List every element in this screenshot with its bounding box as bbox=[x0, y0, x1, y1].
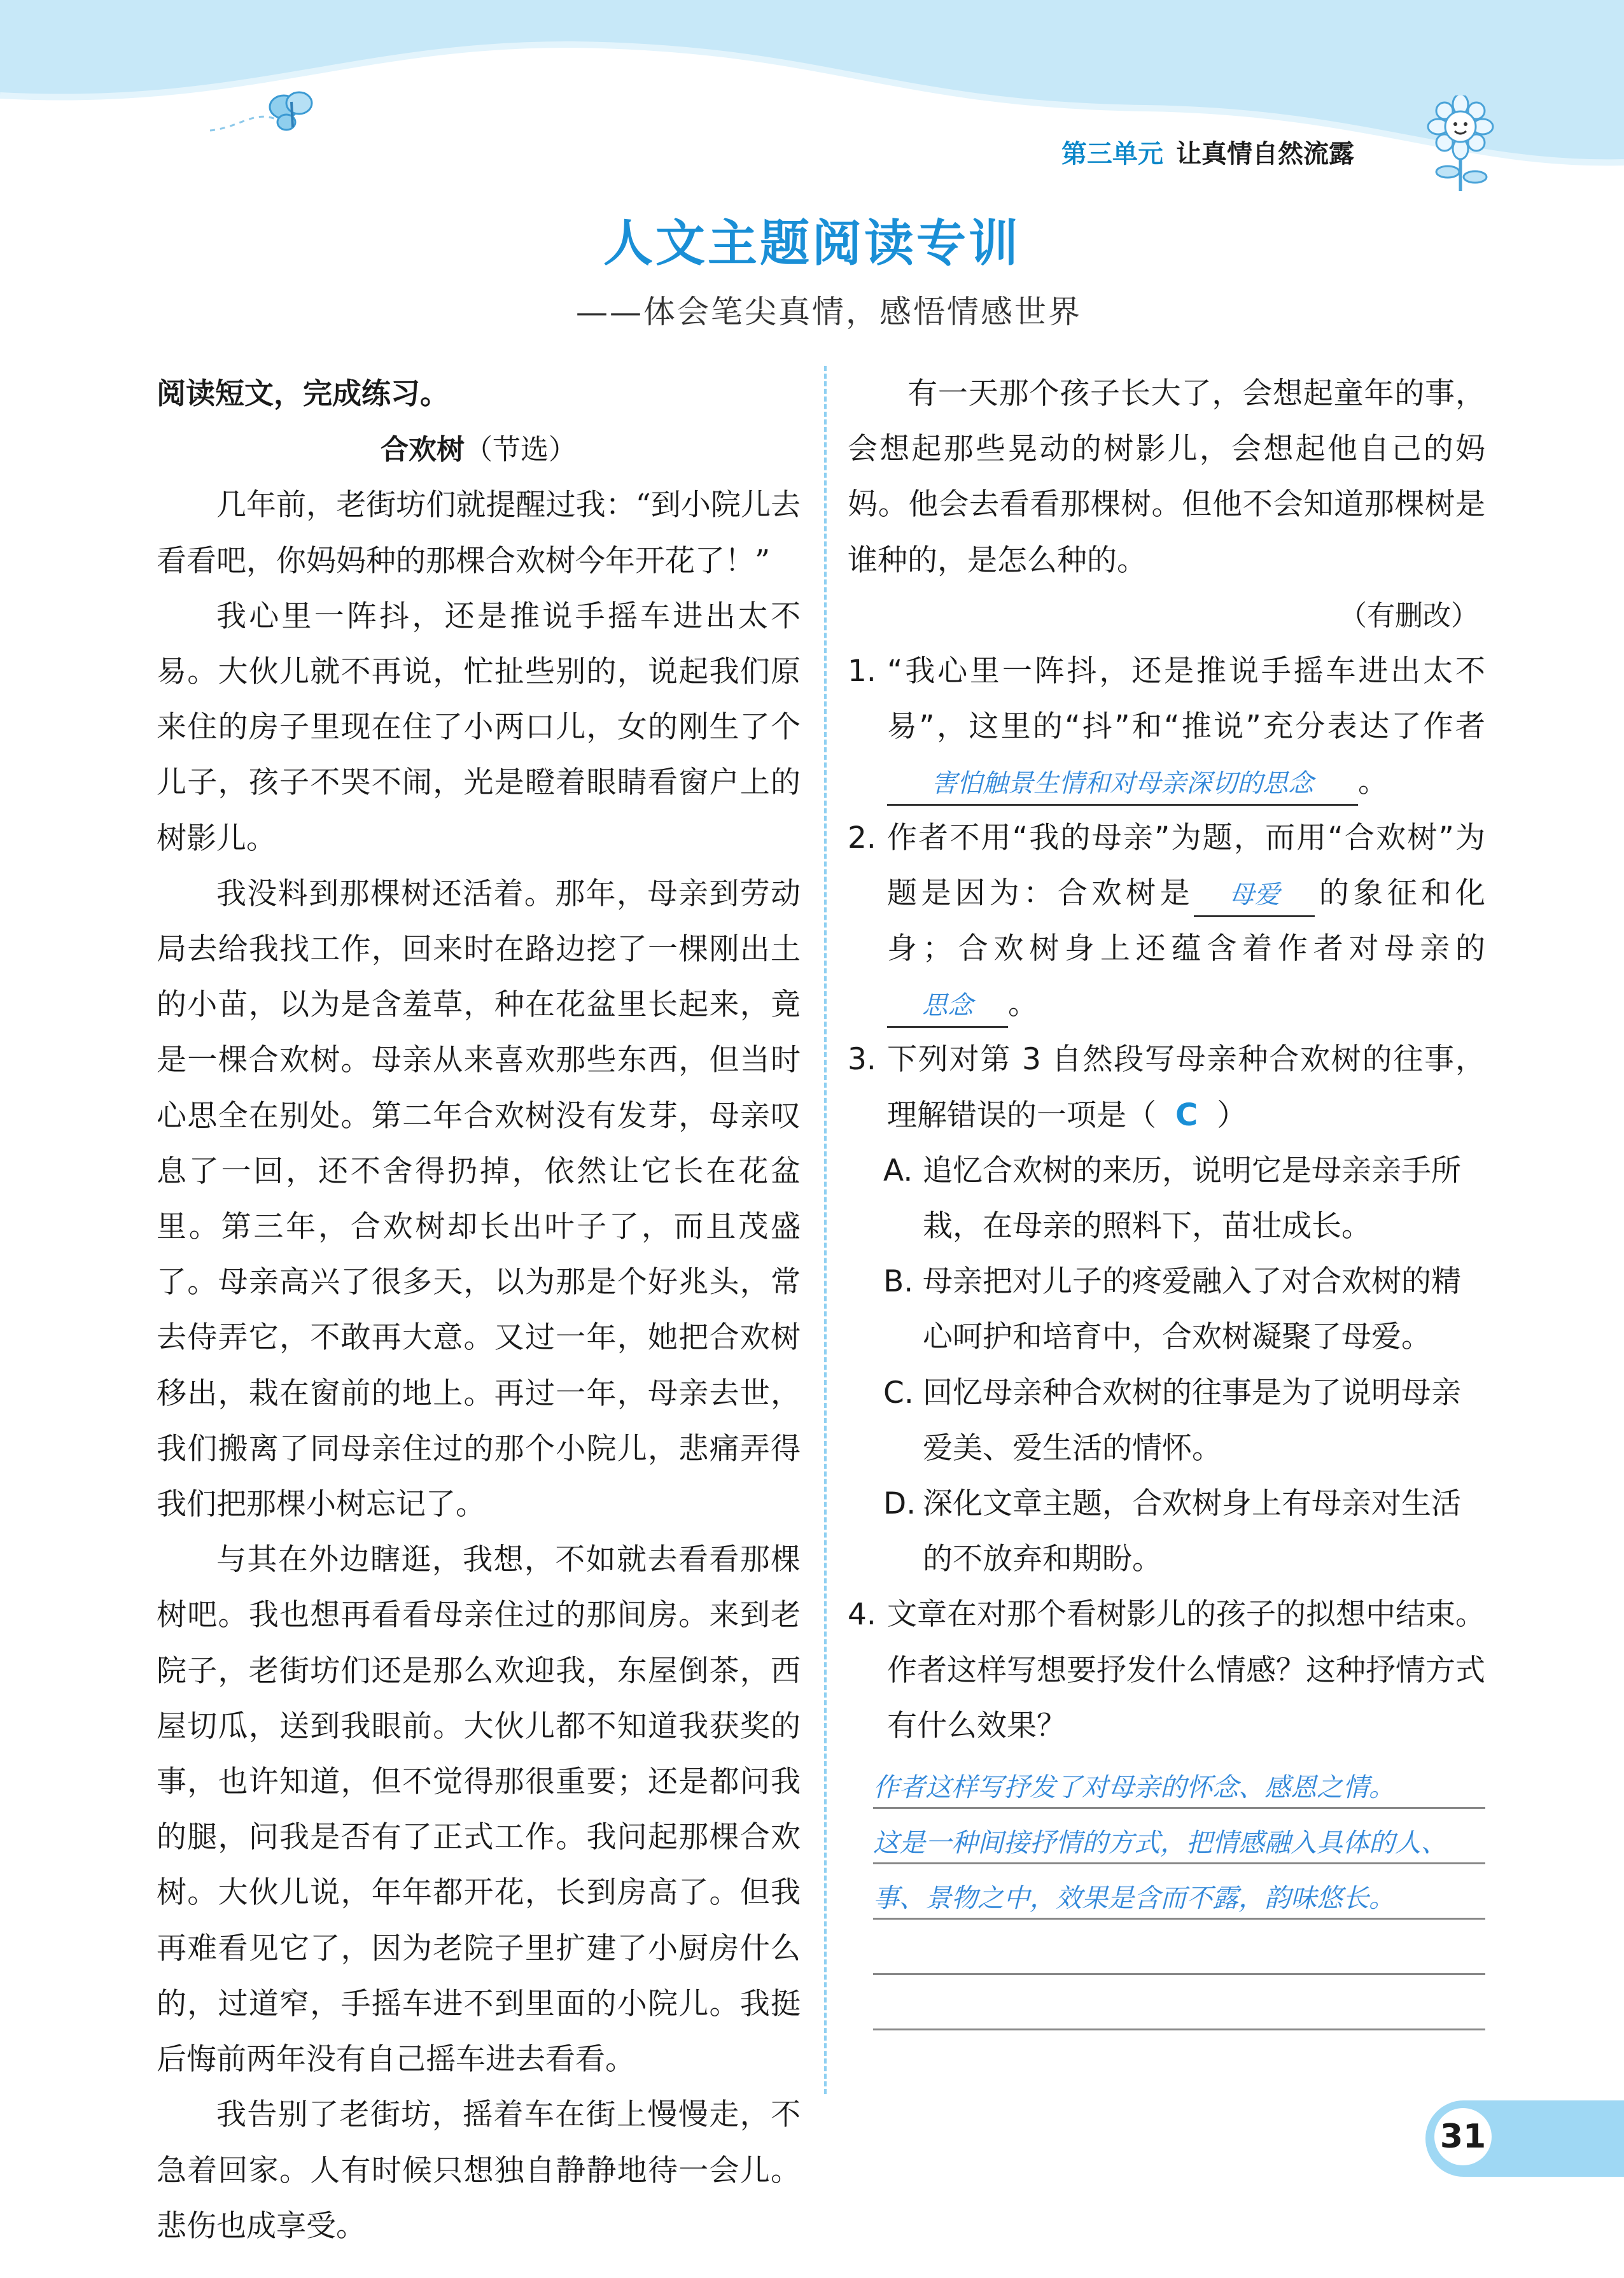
article-title bbox=[157, 421, 801, 477]
answer-area[interactable] bbox=[848, 1754, 1485, 2030]
answer-line[interactable] bbox=[873, 1975, 1485, 2030]
question-number: 1. bbox=[848, 654, 876, 689]
choice-answer: C bbox=[1175, 1097, 1198, 1133]
unit-name: 让真情自然流露 bbox=[1176, 139, 1354, 169]
header-wave bbox=[0, 0, 1624, 191]
sunflower-icon bbox=[1419, 95, 1502, 191]
question-1 bbox=[848, 643, 1485, 810]
option-text: 母亲把对儿子的疼爱融入了对合欢树的精心呵护和培育中，合欢树凝聚了母爱。 bbox=[923, 1264, 1461, 1355]
option-text: 回忆母亲种合欢树的往事是为了说明母亲爱美、爱生活的情怀。 bbox=[923, 1375, 1461, 1466]
handwritten-answer: 害怕触景生情和对母亲深切的思念 bbox=[932, 769, 1313, 799]
option-b[interactable] bbox=[848, 1254, 1485, 1365]
option-d[interactable] bbox=[848, 1476, 1485, 1587]
reading-column bbox=[157, 366, 801, 2254]
option-letter: B. bbox=[883, 1264, 914, 1300]
question-number: 3. bbox=[848, 1042, 876, 1078]
option-text: 深化文章主题，合欢树身上有母亲对生活的不放弃和期盼。 bbox=[923, 1486, 1461, 1577]
option-letter: C. bbox=[883, 1375, 914, 1410]
page-number: 31 bbox=[1434, 2108, 1492, 2165]
handwritten-answer: 思念 bbox=[922, 991, 973, 1021]
paragraph-2: 我心里一阵抖，还是推说手摇车进出太不易。大伙儿就不再说，忙扯些别的，说起我们原来住的房子里现在住了小两口儿，女的刚生了个儿子，孩子不哭不闹，光是瞪着眼睛看窗户上的树影儿。 bbox=[157, 598, 801, 856]
question-text: 文章在对那个看树影儿的孩子的拟想中结束。作者这样写想要抒发什么情感？这种抒情方式有什么效果？ bbox=[887, 1597, 1485, 1743]
question-2 bbox=[848, 810, 1485, 1032]
column-divider bbox=[824, 366, 827, 2094]
question-4 bbox=[848, 1587, 1485, 1754]
punctuation: ） bbox=[1217, 1097, 1247, 1133]
paragraph-6: 有一天那个孩子长大了，会想起童年的事，会想起那些晃动的树影儿，会想起他自己的妈妈。他会去看看那棵树。但他不会知道那棵树是谁种的，是怎么种的。 bbox=[848, 376, 1485, 578]
page-subtitle: ——体会笔尖真情，感悟情感世界 bbox=[576, 293, 1082, 330]
butterfly-icon bbox=[267, 89, 318, 137]
option-letter: D. bbox=[883, 1486, 916, 1522]
page-title: 人文主题阅读专训 bbox=[603, 215, 1021, 272]
answer-blank[interactable] bbox=[1194, 873, 1315, 917]
option-text: 追忆合欢树的来历，说明它是母亲亲手所栽，在母亲的照料下，苗壮成长。 bbox=[923, 1153, 1461, 1244]
answer-blank[interactable] bbox=[887, 762, 1358, 806]
question-number: 2. bbox=[848, 820, 876, 855]
paragraph-3: 我没料到那棵树还活着。那年，母亲到劳动局去给我找工作，回来时在路边挖了一棵刚出土的小苗，以为是含羞草，种在花盆里长起来，竟是一棵合欢树。母亲从来喜欢那些东西，但当时心思全在别处。第二年合欢树没有发芽，母亲叹息了一回，还不舍得扔掉，依然让它长在花盆里。第三年，合欢树却长出叶子了，而且茂盛了。母亲高兴了很多天，以为那是个好兆头，常去侍弄它，不敢再大意。又过一年，她把合欢树移出，栽在窗前的地上。再过一年，母亲去世，我们搬离了同母亲住过的那个小院儿，悲痛弄得我们把那棵小树忘记了。 bbox=[157, 876, 801, 1522]
question-number: 4. bbox=[848, 1597, 876, 1633]
answer-line[interactable]: 这是一种间接抒情的方式，把情感融入具体的人、 bbox=[873, 1809, 1485, 1864]
article-title-text: 合欢树 bbox=[381, 433, 465, 467]
handwritten-answer: 母爱 bbox=[1229, 880, 1280, 910]
question-text: 下列对第 3 自然段写母亲种合欢树的往事，理解错误的一项是（ bbox=[887, 1042, 1485, 1133]
punctuation: 。 bbox=[1358, 764, 1388, 800]
unit-title bbox=[1061, 134, 1354, 170]
answer-line[interactable]: 事、景物之中，效果是含而不露，韵味悠长。 bbox=[873, 1864, 1485, 1920]
instruction: 阅读短文，完成练习。 bbox=[157, 376, 449, 411]
answer-blank[interactable] bbox=[887, 984, 1008, 1028]
unit-number: 第三单元 bbox=[1061, 139, 1163, 169]
paragraph-4: 与其在外边瞎逛，我想，不如就去看看那棵树吧。我也想再看看母亲住过的那间房。来到老院子，老街坊们还是那么欢迎我，东屋倒茶，西屋切瓜，送到我眼前。大伙儿都不知道我获奖的事，也许知道，但不觉得那很重要；还是都问我的腿，问我是否有了正式工作。我问起那棵合欢树。大伙儿说，年年都开花，长到房高了。但我再难看见它了，因为老院子里扩建了小厨房什么的，过道窄，手摇车进不到里面的小院儿。我挺后悔前两年没有自己摇车进去看看。 bbox=[157, 1542, 801, 2078]
option-a[interactable] bbox=[848, 1143, 1485, 1254]
page-number-tab bbox=[1425, 2100, 1624, 2177]
option-letter: A. bbox=[883, 1153, 913, 1188]
paragraph-5: 我告别了老街坊，摇着车在街上慢慢走，不急着回家。人有时候只想独自静静地待一会儿。悲伤也成享受。 bbox=[157, 2097, 801, 2244]
header-band bbox=[0, 0, 1624, 191]
question-text: “我心里一阵抖，还是推说手摇车进出太不易”，这里的“抖”和“推说”充分表达了作者 bbox=[887, 654, 1485, 745]
punctuation: 。 bbox=[1008, 987, 1038, 1022]
answer-line[interactable]: 作者这样写抒发了对母亲的怀念、感恩之情。 bbox=[873, 1754, 1485, 1809]
questions-column bbox=[848, 366, 1485, 2030]
option-c[interactable] bbox=[848, 1365, 1485, 1476]
question-text: 的象征和化身；合欢树身上还蕴含着作者对母亲的 bbox=[887, 875, 1486, 967]
paragraph-1: 几年前，老街坊们就提醒过我：“到小院儿去看看吧，你妈妈种的那棵合欢树今年开花了！” bbox=[157, 488, 801, 579]
question-3 bbox=[848, 1032, 1485, 1143]
source-note: （有删改） bbox=[1339, 599, 1479, 632]
article-title-note: （节选） bbox=[465, 433, 577, 467]
answer-line[interactable] bbox=[873, 1920, 1485, 1975]
question-text: 作者不用“我的母亲”为题，而用“合欢树”为题是因为：合欢树是 bbox=[887, 820, 1485, 911]
